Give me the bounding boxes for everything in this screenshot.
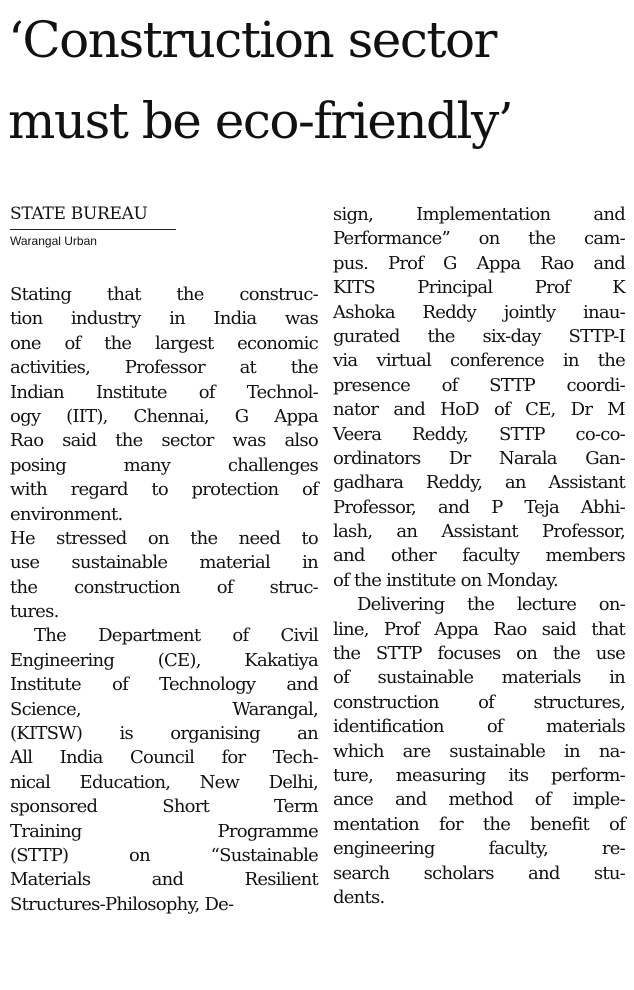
article-line: search scholars and stu- <box>333 862 625 884</box>
article-line: of sustainable materials in <box>333 667 625 689</box>
article-line: activities, Professor at the <box>10 357 318 379</box>
article-line: Veera Reddy, STTP co-co- <box>333 423 625 445</box>
article-line: lash, an Assistant Professor, <box>333 521 625 543</box>
article-line: posing many challenges <box>10 454 318 476</box>
headline-line-2: must be eco-friendly’ <box>8 92 513 150</box>
headline-line-1: ‘Construction sector <box>8 11 496 69</box>
article-line: ture, measuring its perform- <box>333 764 625 786</box>
article-line: ordinators Dr Narala Gan- <box>333 447 625 469</box>
article-line: construction of structures, <box>333 691 625 713</box>
article-line: one of the largest economic <box>10 332 318 354</box>
article-line: gurated the six-day STTP-I <box>333 325 625 347</box>
article-line: Stating that the construc- <box>10 284 318 305</box>
article-line: Science, Warangal, <box>10 698 318 720</box>
article-line: dents. <box>333 886 385 908</box>
article-line: nical Education, New Delhi, <box>10 771 318 793</box>
article-line: (STTP) on “Sustainable <box>10 844 318 866</box>
article-line: He stressed on the need to <box>10 527 318 549</box>
article-line: Delivering the lecture on- <box>357 594 625 616</box>
article-line: presence of STTP coordi- <box>333 374 625 396</box>
article-column-left <box>10 283 318 917</box>
article-line: tures. <box>10 601 59 623</box>
article-line: Rao said the sector was also <box>10 430 318 452</box>
article-line: Training Programme <box>10 820 318 842</box>
article-line: and other faculty members <box>333 545 625 567</box>
article-line: tion industry in India was <box>10 308 318 330</box>
article-line: with regard to protection of <box>10 479 318 501</box>
article-line: engineering faculty, re- <box>333 838 625 860</box>
article-line: via virtual conference in the <box>333 350 625 372</box>
article-line: line, Prof Appa Rao said that <box>333 618 625 640</box>
article-line: of the institute on Monday. <box>333 569 558 591</box>
article-column-right <box>333 203 625 910</box>
article-line: Ashoka Reddy jointly inau- <box>333 301 625 323</box>
article-line: (KITSW) is organising an <box>10 723 318 745</box>
article-line: use sustainable material in <box>10 552 318 574</box>
article-line: Engineering (CE), Kakatiya <box>10 649 318 671</box>
article-line: sponsored Short Term <box>10 796 318 818</box>
article-line: Indian Institute of Technol- <box>10 381 318 403</box>
article-line: the construction of struc- <box>10 576 318 598</box>
article-line: gadhara Reddy, an Assistant <box>333 472 625 494</box>
article-line: KITS Principal Prof K <box>333 277 625 299</box>
article-line: identification of materials <box>333 716 625 738</box>
article-line: pus. Prof G Appa Rao and <box>333 252 625 274</box>
headline <box>8 0 628 162</box>
article-line: sign, Implementation and <box>333 204 625 225</box>
article-line: Materials and Resilient <box>10 869 318 891</box>
byline-rule <box>10 229 176 230</box>
article-line: mentation for the benefit of <box>333 813 625 835</box>
article-line: Structures-Philosophy, De- <box>10 893 234 915</box>
article-line: environment. <box>10 503 123 525</box>
article-line: ance and method of imple- <box>333 789 625 811</box>
dateline: Warangal Urban <box>10 234 97 248</box>
article-line: Institute of Technology and <box>10 674 318 696</box>
article-line: nator and HoD of CE, Dr M <box>333 399 625 421</box>
article-line: Professor, and P Teja Abhi- <box>333 496 625 518</box>
article-line: All India Council for Tech- <box>10 747 318 769</box>
byline: STATE BUREAU <box>10 204 148 224</box>
article-line: Performance” on the cam- <box>333 228 625 250</box>
article-line: which are sustainable in na- <box>333 740 625 762</box>
article-line: the STTP focuses on the use <box>333 643 625 665</box>
article-line: ogy (IIT), Chennai, G Appa <box>10 405 318 427</box>
article-line: The Department of Civil <box>34 625 318 647</box>
